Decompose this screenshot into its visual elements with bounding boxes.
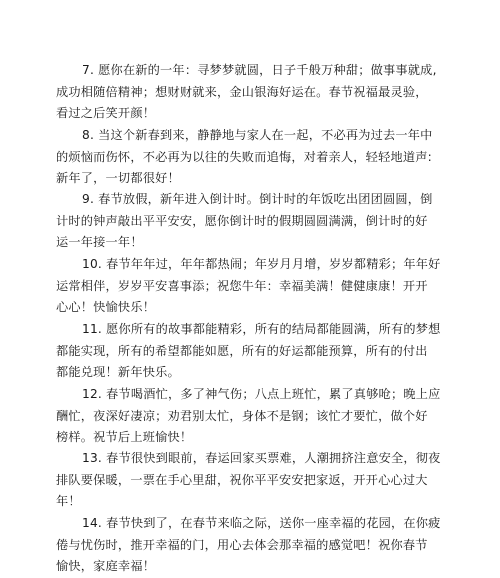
greeting-paragraph-9 [56,189,452,254]
greeting-paragraph-7 [56,60,452,125]
paragraph-line: 心心！快愉快乐！ [56,300,156,314]
paragraph-line: 酬忙，夜深好凄凉；劝君别太忙，身体不是钢；该忙才要忙，做个好 [56,408,428,423]
greeting-paragraph-13 [56,448,452,513]
paragraph-line: 榜样。祝节后上班愉快！ [56,430,193,444]
paragraph-line: 的烦恼而伤怀，不必再为以往的失败而追悔，对着亲人，轻轻地道声: [56,149,432,164]
paragraph-line: 排队要保暖，一票在手心里甜，祝你平平安安把家返，开开心心过大 [56,472,428,487]
paragraph-line: 成功相随倍精神；想财财就来，金山银海好运在。春节祝福最灵验， [56,84,428,99]
paragraph-line: 13. 春节很快到眼前，春运回家买票难，人潮拥挤注意安全，彻夜 [82,451,441,465]
paragraph-line: 计时的钟声敲出平平安安，愿你倒计时的假期圆圆满满，倒计时的好 [56,213,428,228]
paragraph-line: 9. 春节放假，新年进入倒计时。倒计时的年饭吃出团团圆圆，倒 [82,192,433,206]
paragraph-line: 8. 当这个新春到来，静静地与家人在一起，不必再为过去一年中 [82,128,433,142]
greeting-paragraph-8 [56,125,452,190]
paragraph-line: 11. 愿你所有的故事都能精彩，所有的结局都能圆满，所有的梦想 [82,322,441,336]
greeting-paragraph-11 [56,319,452,384]
greeting-paragraph-12 [56,384,452,449]
paragraph-line: 7. 愿你在新的一年：寻梦梦就圆，日子千般万种甜；做事事就成, [82,63,437,77]
paragraph-line: 运常相伴，岁岁平安喜事添；祝您牛年：幸福美满！健健康康！开开 [56,278,428,293]
paragraph-line: 运一年接一年！ [56,235,143,249]
paragraph-line: 都能兑现！新年快乐。 [56,365,180,379]
paragraph-line: 新年了，一切都很好！ [56,171,180,185]
paragraph-line: 12. 春节喝酒忙，多了神气伤；八点上班忙，累了真够呛；晚上应 [82,387,441,401]
paragraph-line: 14. 春节快到了，在春节来临之际，送你一座幸福的花园，在你疲 [82,516,441,530]
greeting-paragraph-14 [56,513,452,578]
paragraph-line: 年！ [56,494,81,508]
paragraph-line: 愉快，家庭幸福！ [56,559,156,573]
paragraph-line: 10. 春节年年过，年年都热闹；年岁月月增，岁岁都精彩；年年好 [82,257,441,271]
paragraph-line: 都能实现，所有的希望都能如愿，所有的好运都能预算，所有的付出 [56,343,428,358]
paragraph-line: 倦与忧伤时，推开幸福的门，用心去体会那幸福的感觉吧！祝你春节 [56,537,428,552]
paragraph-line: 看过之后笑开颜！ [56,106,156,120]
greeting-paragraph-10 [56,254,452,319]
